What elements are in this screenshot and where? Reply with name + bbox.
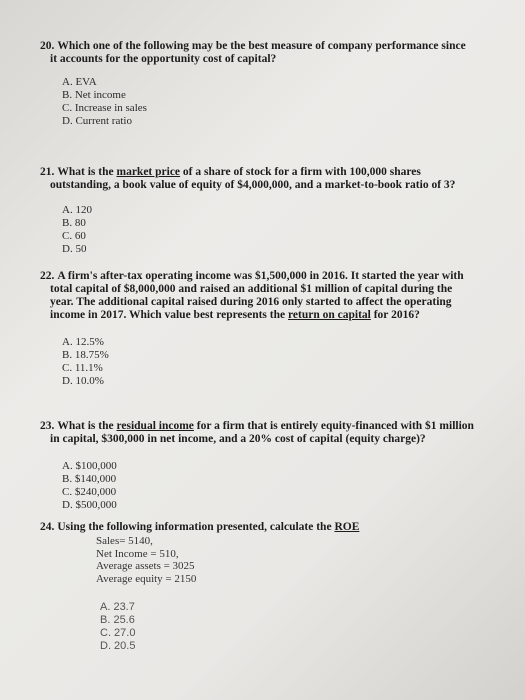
- question-23-options: [40, 460, 495, 512]
- option-b[interactable]: B. $140,000: [62, 473, 117, 485]
- question-21: [40, 166, 495, 256]
- option-d[interactable]: D. 20.5: [100, 640, 136, 652]
- info-average-assets: Average assets = 3025: [96, 560, 195, 572]
- question-23: [40, 420, 495, 512]
- option-a[interactable]: A. 23.7: [100, 601, 135, 613]
- question-24-stem: 24. Using the following information presented, calculate the ROE: [40, 521, 360, 533]
- option-c[interactable]: C. $240,000: [62, 486, 117, 498]
- option-c[interactable]: C. 60: [62, 230, 86, 242]
- question-22-options: [40, 336, 495, 388]
- roe-term: ROE: [334, 521, 360, 533]
- question-21-stem: 21. What is the market price of a share of stock for a firm with 100,000 shares outstanding, a book value of equity of $4,000,000, and a market-to-book ratio of 3?: [40, 166, 456, 191]
- info-sales: Sales= 5140,: [96, 535, 153, 547]
- option-c[interactable]: C. Increase in sales: [62, 102, 147, 114]
- option-b[interactable]: B. Net income: [62, 89, 126, 101]
- question-24-info: [40, 535, 495, 585]
- question-20-stem: 20. Which one of the following may be the best measure of company performance since it accounts for the opportunity cost of capital?: [40, 40, 466, 65]
- residual-income-term: residual income: [116, 420, 194, 432]
- option-a[interactable]: A. EVA: [62, 76, 97, 88]
- option-a[interactable]: A. 120: [62, 204, 92, 216]
- question-23-stem: 23. What is the residual income for a firm that is entirely equity-financed with $1 million in capital, $300,000 in net income, and a 20% cost of capital (equity charge)?: [40, 420, 474, 445]
- option-a[interactable]: A. 12.5%: [62, 336, 104, 348]
- option-c[interactable]: C. 27.0: [100, 627, 136, 639]
- question-21-options: [40, 204, 495, 256]
- option-b[interactable]: B. 18.75%: [62, 349, 109, 361]
- option-d[interactable]: D. Current ratio: [62, 115, 132, 127]
- info-net-income: Net Income = 510,: [96, 547, 179, 560]
- option-b[interactable]: B. 80: [62, 217, 86, 229]
- market-price-term: market price: [116, 166, 181, 178]
- option-a[interactable]: A. $100,000: [62, 460, 117, 472]
- question-24-options: [40, 601, 495, 653]
- return-on-capital-term: return on capital: [288, 309, 371, 321]
- option-b[interactable]: B. 25.6: [100, 614, 135, 626]
- question-24: [40, 521, 495, 653]
- question-22: [40, 270, 495, 388]
- option-c[interactable]: C. 11.1%: [62, 362, 103, 374]
- question-20: [40, 40, 495, 128]
- option-d[interactable]: D. 50: [62, 243, 87, 255]
- question-22-stem: 22. A firm's after-tax operating income was $1,500,000 in 2016. It started the year with total capital of $8,000,000 and raised an additional $1 million of capital during the year. The additional capital raised during 2016 only started to affect the operating income in 2017. Which value best represents the return on capital for 2016?: [40, 270, 464, 321]
- info-average-equity: Average equity = 2150: [96, 572, 197, 585]
- question-20-options: [40, 76, 495, 128]
- option-d[interactable]: D. $500,000: [62, 499, 117, 511]
- option-d[interactable]: D. 10.0%: [62, 375, 104, 387]
